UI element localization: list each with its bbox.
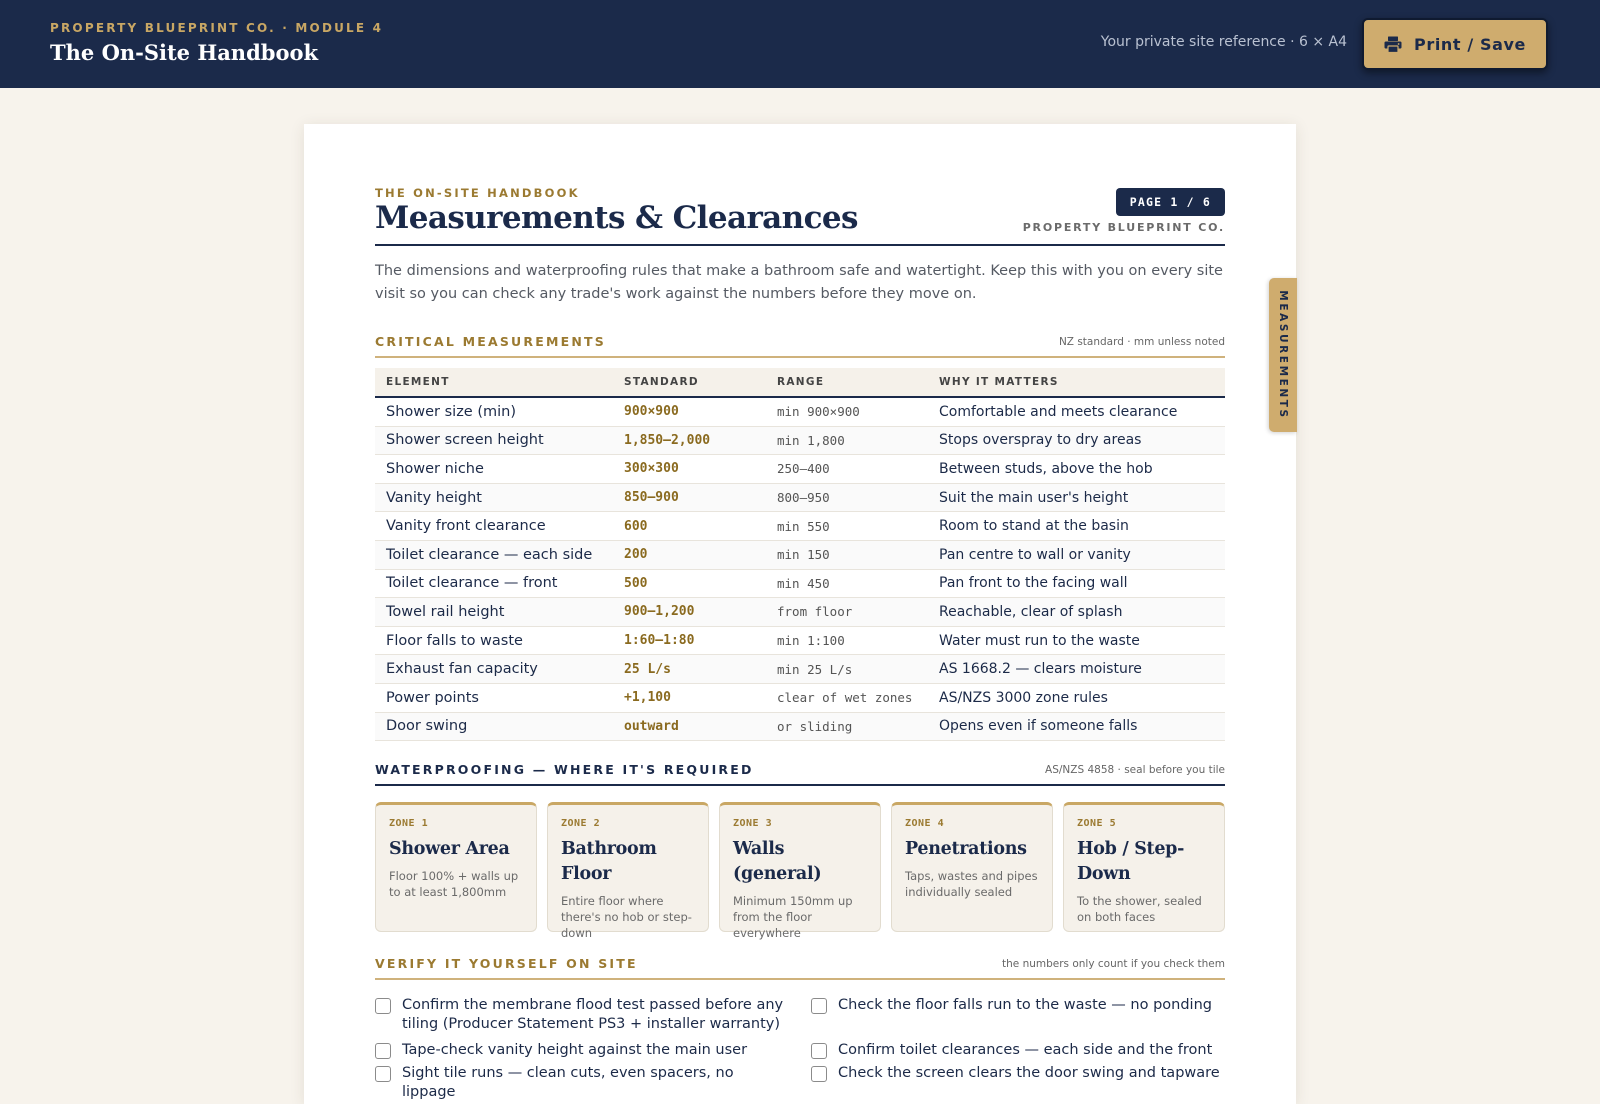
why-cell: Opens even if someone falls (928, 712, 1225, 741)
table-row (375, 397, 1225, 426)
range-cell: min 1,800 (766, 426, 928, 455)
zone-description: Entire floor where there's no hob or step-down (561, 894, 692, 940)
zone-description: Floor 100% + walls up to at least 1,800mm (389, 869, 519, 899)
measurements-table (375, 368, 1225, 741)
range-cell: min 450 (766, 569, 928, 598)
why-cell: Room to stand at the basin (928, 512, 1225, 541)
zone-name: Bathroom Floor (561, 839, 657, 884)
zone-label: ZONE 3 (733, 818, 773, 829)
standard-cell: 1:60–1:80 (613, 626, 766, 655)
checkbox[interactable] (375, 1043, 391, 1059)
why-cell: AS/NZS 3000 zone rules (928, 683, 1225, 712)
checkbox[interactable] (375, 1066, 391, 1082)
zone-description: To the shower, sealed on both faces (1077, 894, 1202, 924)
table-header-row (375, 368, 1225, 397)
standard-cell: 600 (613, 512, 766, 541)
element-cell: Towel rail height (375, 598, 613, 627)
zone-card (1063, 802, 1225, 932)
brand-kicker: PROPERTY BLUEPRINT CO. · MODULE 4 (50, 21, 384, 35)
table-row (375, 483, 1225, 512)
zone-description: Taps, wastes and pipes individually sealed (905, 869, 1038, 899)
standard-cell: 900×900 (613, 397, 766, 426)
checklist-item-label: Check the floor falls run to the waste — no ponding (838, 997, 1212, 1013)
column-header-element: ELEMENT (375, 368, 613, 397)
why-cell: Comfortable and meets clearance (928, 397, 1225, 426)
page-kicker: THE ON-SITE HANDBOOK (375, 186, 580, 200)
range-cell: min 550 (766, 512, 928, 541)
zone-name: Penetrations (905, 839, 1027, 859)
column-header-why: WHY IT MATTERS (928, 368, 1225, 397)
checklist-item[interactable] (375, 1064, 787, 1102)
checklist-item[interactable] (375, 1041, 787, 1060)
measurements-heading: CRITICAL MEASUREMENTS (375, 334, 606, 349)
range-cell: or sliding (766, 712, 928, 741)
why-cell: Stops overspray to dry areas (928, 426, 1225, 455)
zone-label: ZONE 4 (905, 818, 945, 829)
section-rule (375, 784, 1225, 786)
verify-section-header (375, 956, 1225, 980)
why-cell: Reachable, clear of splash (928, 598, 1225, 627)
printer-icon (1384, 36, 1402, 53)
zone-name: Shower Area (389, 839, 510, 859)
element-cell: Exhaust fan capacity (375, 655, 613, 684)
page-org: PROPERTY BLUEPRINT CO. (1022, 221, 1225, 234)
why-cell: Pan centre to wall or vanity (928, 540, 1225, 569)
column-header-standard: STANDARD (613, 368, 766, 397)
range-cell: min 150 (766, 540, 928, 569)
table-row (375, 426, 1225, 455)
zone-card (891, 802, 1053, 932)
verify-heading: VERIFY IT YOURSELF ON SITE (375, 956, 638, 971)
zone-name: Hob / Step-Down (1077, 839, 1185, 884)
standard-cell: 25 L/s (613, 655, 766, 684)
standard-cell: 900–1,200 (613, 598, 766, 627)
zone-card (719, 802, 881, 940)
element-cell: Floor falls to waste (375, 626, 613, 655)
table-row (375, 455, 1225, 484)
page-intro: The dimensions and waterproofing rules that make a bathroom safe and watertight. Keep this with you on every site visit so you can check any trade's work against the numbers before they move on. (375, 263, 1223, 302)
element-cell: Vanity front clearance (375, 512, 613, 541)
zone-name: Walls (general) (733, 839, 822, 884)
checklist-item-label: Check the screen clears the door swing and tapware (838, 1065, 1220, 1081)
standard-cell: 850–900 (613, 483, 766, 512)
range-cell: 800–950 (766, 483, 928, 512)
zone-label: ZONE 1 (389, 818, 429, 829)
standard-cell: outward (613, 712, 766, 741)
standard-cell: +1,100 (613, 683, 766, 712)
checkbox[interactable] (811, 1043, 827, 1059)
page-number-badge: PAGE 1 / 6 (1116, 188, 1225, 216)
table-row (375, 598, 1225, 627)
table-row (375, 569, 1225, 598)
table-row (375, 512, 1225, 541)
measurements-note: NZ standard · mm unless noted (1058, 336, 1225, 348)
column-header-range: RANGE (766, 368, 928, 397)
why-cell: AS 1668.2 — clears moisture (928, 655, 1225, 684)
verify-note: the numbers only count if you check them (1002, 958, 1225, 970)
checklist-item[interactable] (375, 996, 787, 1034)
checklist-item[interactable] (811, 996, 1225, 1015)
waterproofing-zones (375, 802, 1225, 940)
checkbox[interactable] (811, 1066, 827, 1082)
why-cell: Between studs, above the hob (928, 455, 1225, 484)
brand-title: The On-Site Handbook (50, 40, 319, 65)
element-cell: Shower niche (375, 455, 613, 484)
waterproofing-note: AS/NZS 4858 · seal before you tile (1045, 764, 1225, 776)
range-cell: min 25 L/s (766, 655, 928, 684)
why-cell: Pan front to the facing wall (928, 569, 1225, 598)
element-cell: Toilet clearance — each side (375, 540, 613, 569)
measurements-section-header (375, 334, 1225, 358)
range-cell: min 1:100 (766, 626, 928, 655)
element-cell: Toilet clearance — front (375, 569, 613, 598)
table-row (375, 626, 1225, 655)
table-row (375, 712, 1225, 741)
waterproofing-heading: WATERPROOFING — WHERE IT'S REQUIRED (375, 762, 754, 777)
table-row (375, 683, 1225, 712)
checklist-item-label: Confirm toilet clearances — each side and the front (838, 1042, 1213, 1058)
range-cell: from floor (766, 598, 928, 627)
print-save-label: Print / Save (1414, 34, 1526, 54)
print-save-button[interactable] (1362, 18, 1548, 70)
why-cell: Water must run to the waste (928, 626, 1225, 655)
waterproofing-section-header (375, 762, 1225, 786)
side-tab-label: MEASUREMENTS (1277, 290, 1289, 420)
zone-description: Minimum 150mm up from the floor everywhere (733, 894, 853, 940)
handbook-page (304, 124, 1296, 1104)
standard-cell: 300×300 (613, 455, 766, 484)
why-cell: Suit the main user's height (928, 483, 1225, 512)
element-cell: Door swing (375, 712, 613, 741)
standard-cell: 1,850–2,000 (613, 426, 766, 455)
zone-label: ZONE 5 (1077, 818, 1117, 829)
checklist-item[interactable] (811, 1041, 1225, 1060)
standard-cell: 500 (613, 569, 766, 598)
range-cell: clear of wet zones (766, 683, 928, 712)
checkbox[interactable] (811, 998, 827, 1014)
zone-label: ZONE 2 (561, 818, 601, 829)
range-cell: min 900×900 (766, 397, 928, 426)
element-cell: Shower screen height (375, 426, 613, 455)
top-note: Your private site reference · 6 × A4 (1100, 34, 1347, 50)
element-cell: Vanity height (375, 483, 613, 512)
checklist-item-label: Sight tile runs — clean cuts, even spacers, no lippage (402, 1065, 734, 1100)
element-cell: Power points (375, 683, 613, 712)
checklist-item-label: Confirm the membrane flood test passed before any tiling (Producer Statement PS3 + installer warranty) (402, 997, 784, 1032)
table-row (375, 540, 1225, 569)
zone-card (547, 802, 709, 940)
page-title: Measurements & Clearances (375, 200, 858, 236)
checkbox[interactable] (375, 998, 391, 1014)
element-cell: Shower size (min) (375, 397, 613, 426)
range-cell: 250–400 (766, 455, 928, 484)
section-rule (375, 356, 1225, 358)
side-tab-measurements[interactable] (1269, 278, 1297, 432)
section-rule (375, 978, 1225, 980)
zone-card (375, 802, 537, 932)
top-bar (0, 0, 1600, 88)
checklist-item-label: Tape-check vanity height against the main user (402, 1042, 748, 1058)
title-rule (375, 244, 1225, 246)
table-row (375, 655, 1225, 684)
checklist-item[interactable] (811, 1064, 1225, 1083)
standard-cell: 200 (613, 540, 766, 569)
